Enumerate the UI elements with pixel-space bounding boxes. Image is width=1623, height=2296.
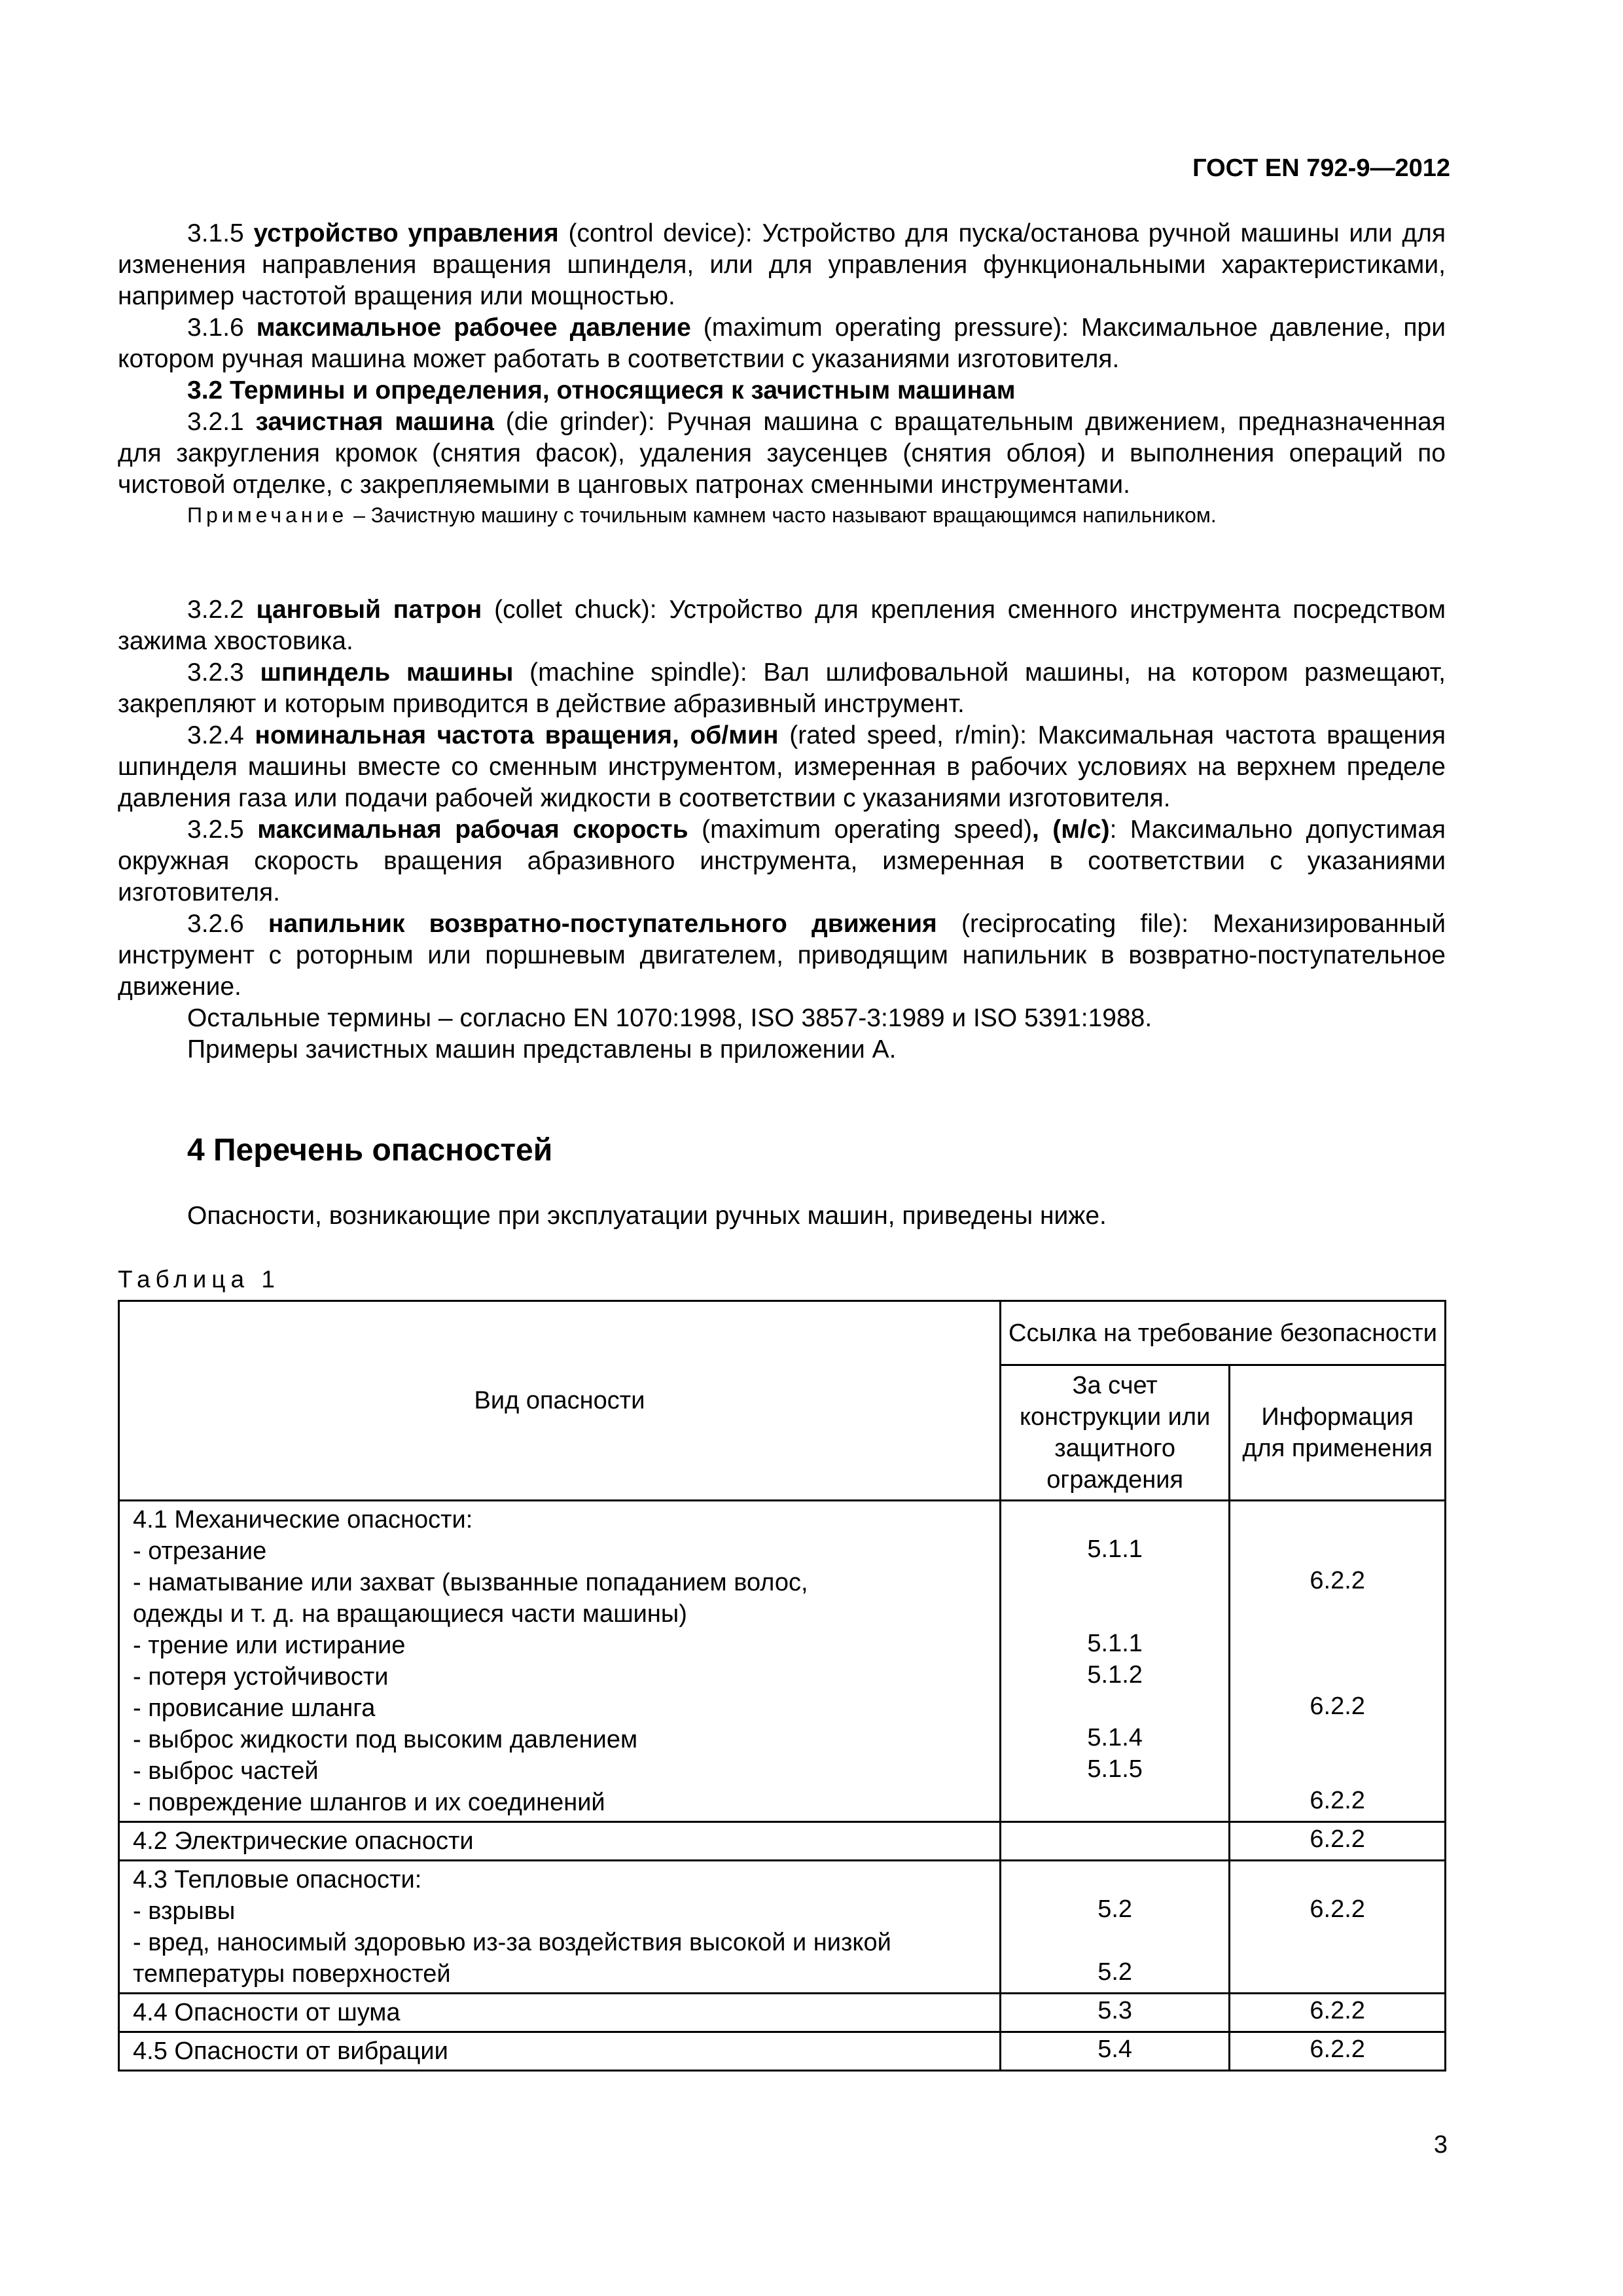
definition-3-2-2 bbox=[118, 594, 1446, 657]
reference-value: 6.2.2 bbox=[1310, 1787, 1365, 1814]
hazards-table-body bbox=[119, 1501, 1446, 2071]
hazard-cell bbox=[119, 2032, 1001, 2071]
page-number: 3 bbox=[1433, 2131, 1448, 2159]
hazard-line: - провисание шланга bbox=[133, 1695, 376, 1722]
definition-term: максимальное рабочее давление bbox=[256, 314, 691, 342]
reference-value bbox=[1231, 1925, 1444, 1956]
info-ref-cell bbox=[1230, 2032, 1446, 2071]
definition-term: зачистная машина bbox=[255, 408, 494, 436]
design-ref-cell bbox=[1000, 1822, 1229, 1861]
definition-term: шпиндель машины bbox=[260, 658, 514, 687]
definition-term: цанговый патрон bbox=[256, 596, 482, 624]
definition-number: 3.2.6 bbox=[187, 910, 268, 938]
definition-3-2-3 bbox=[118, 657, 1446, 720]
reference-value: 5.1.4 bbox=[1087, 1724, 1143, 1751]
hazard-line: - трение или истирание bbox=[133, 1632, 406, 1659]
definition-text: : Максимально допустимая окружная скорость вращения абразивного инструмента, измеренная в соответствии с указаниями изготовителя. bbox=[118, 816, 1446, 906]
subsection-heading-3-2: 3.2 Термины и определения, относящиеся к зачистным машинам bbox=[187, 376, 1016, 404]
design-ref-cell bbox=[1000, 1861, 1229, 1994]
hazard-line: - потеря устойчивости bbox=[133, 1663, 389, 1691]
definition-number: 3.1.6 bbox=[187, 314, 257, 342]
hazard-line: - вред, наносимый здоровью из-за воздействия высокой и низкой bbox=[133, 1929, 891, 1956]
hazard-line: одежды и т. д. на вращающиеся части машины) bbox=[133, 1600, 687, 1628]
reference-value bbox=[1002, 1925, 1228, 1956]
definition-text: (maximum operating pressure): Максимальное давление, при котором ручная машина может работать в соответствии с указаниями изготовителя. bbox=[118, 314, 1446, 373]
hazard-line: 4.1 Механические опасности: bbox=[133, 1506, 473, 1534]
section-intro: Опасности, возникающие при эксплуатации ручных машин, приведены ниже. bbox=[187, 1202, 1107, 1230]
definition-number: 3.2.3 bbox=[187, 658, 260, 687]
definition-3-2-4 bbox=[118, 720, 1446, 814]
note bbox=[118, 501, 1446, 529]
reference-value: 5.4 bbox=[1097, 2036, 1133, 2063]
reference-value bbox=[1231, 1659, 1444, 1691]
reference-value: 5.1.2 bbox=[1087, 1661, 1143, 1689]
reference-value bbox=[1231, 1628, 1444, 1659]
reference-value bbox=[1002, 1823, 1228, 1855]
definition-english-term: (maximum operating speed) bbox=[688, 816, 1032, 844]
reference-value: 5.1.5 bbox=[1087, 1755, 1143, 1783]
reference-value: 5.2 bbox=[1097, 1895, 1133, 1923]
document-code-header: ГОСТ EN 792-9—2012 bbox=[1192, 154, 1450, 182]
reference-value bbox=[1002, 1565, 1228, 1596]
definition-text: (control device): Устройство для пуска/останова ручной машины или для изменения направления вращения шпинделя, или для управления функциональными характеристиками, например частотой вращения или мощностью. bbox=[118, 219, 1446, 310]
definition-3-2-1 bbox=[118, 406, 1446, 501]
definition-number: 3.2.4 bbox=[187, 721, 255, 749]
definitions-block-2 bbox=[118, 594, 1446, 1066]
reference-value bbox=[1231, 1753, 1444, 1785]
hazard-line: 4.5 Опасности от вибрации bbox=[133, 2037, 448, 2065]
hazard-line: - наматывание или захват (вызванные попаданием волос, bbox=[133, 1569, 808, 1596]
definition-text: (die grinder): Ручная машина с вращательным движением, предназначенная для закругления кромок (снятия фасок), удаления заусенцев (снятия облоя) и выполнения операций по чистовой отделке, с закрепляемыми в цанговых патронах сменными инструментами. bbox=[118, 408, 1446, 499]
definition-text: (reciprocating file): Механизированный инструмент с роторным или поршневым двигателем, приводящим напильник в возвратно-поступательное движение. bbox=[118, 910, 1446, 1001]
section-title: 4 Перечень опасностей bbox=[187, 1133, 553, 1168]
definition-text: (rated speed, r/min): Максимальная частота вращения шпинделя машины вместе со сменным инструментом, измеренная в рабочих условиях на верхнем пределе давления газа или подачи рабочей жидкости в соответствии с указаниями изготовителя. bbox=[118, 721, 1446, 812]
hazard-cell bbox=[119, 1501, 1001, 1822]
reference-value bbox=[1002, 1596, 1228, 1628]
information-header: Информация для применения bbox=[1230, 1365, 1446, 1501]
info-ref-cell bbox=[1230, 1501, 1446, 1822]
definition-text: (machine spindle): Вал шлифовальной машины, на котором размещают, закрепляют и которым приводится в действие абразивный инструмент. bbox=[118, 658, 1446, 718]
definition-3-2-5 bbox=[118, 814, 1446, 908]
hazard-line: 4.3 Тепловые опасности: bbox=[133, 1866, 422, 1893]
reference-value bbox=[1231, 1862, 1444, 1893]
table-row bbox=[119, 1861, 1446, 1994]
hazard-line: - повреждение шлангов и их соединений bbox=[133, 1789, 605, 1816]
reference-value: 6.2.2 bbox=[1310, 1693, 1365, 1720]
definitions-block-1 bbox=[118, 218, 1446, 529]
reference-value: 6.2.2 bbox=[1310, 1825, 1365, 1853]
reference-value bbox=[1231, 1534, 1444, 1565]
definition-unit: , (м/с) bbox=[1031, 816, 1110, 844]
definition-number: 3.2.2 bbox=[187, 596, 257, 624]
reference-value bbox=[1231, 1722, 1444, 1753]
definition-3-2-6 bbox=[118, 908, 1446, 1003]
design-ref-cell bbox=[1000, 2032, 1229, 2071]
definition-text: (collet chuck): Устройство для крепления сменного инструмента посредством зажима хвостовика. bbox=[118, 596, 1446, 655]
table-row bbox=[119, 1501, 1446, 1822]
definition-3-1-5 bbox=[118, 218, 1446, 312]
definition-term: максимальная рабочая скорость bbox=[257, 816, 688, 844]
reference-value: 6.2.2 bbox=[1310, 1895, 1365, 1923]
hazard-line: температуры поверхностей bbox=[133, 1960, 451, 1988]
hazard-cell bbox=[119, 1861, 1001, 1994]
hazard-line: - взрывы bbox=[133, 1897, 236, 1925]
hazard-line: 4.4 Опасности от шума bbox=[133, 1999, 401, 2026]
table-row bbox=[119, 1822, 1446, 1861]
design-ref-cell bbox=[1000, 1994, 1229, 2032]
definition-number: 3.1.5 bbox=[187, 219, 254, 247]
reference-value: 5.2 bbox=[1097, 1958, 1133, 1986]
reference-value bbox=[1231, 1502, 1444, 1534]
safety-reference-header: Ссылка на требование безопасности bbox=[1000, 1301, 1445, 1365]
definition-number: 3.2.1 bbox=[187, 408, 256, 436]
hazard-cell bbox=[119, 1822, 1001, 1861]
reference-value bbox=[1002, 1862, 1228, 1893]
reference-value bbox=[1231, 1956, 1444, 1988]
info-ref-cell bbox=[1230, 1822, 1446, 1861]
definition-term: напильник возвратно-поступательного движения bbox=[268, 910, 937, 938]
table-row bbox=[119, 1994, 1446, 2032]
hazards-table bbox=[118, 1300, 1446, 2072]
other-terms-reference: Остальные термины – согласно EN 1070:1998, ISO 3857-3:1989 и ISO 5391:1988. bbox=[187, 1004, 1152, 1032]
hazard-line: 4.2 Электрические опасности bbox=[133, 1827, 474, 1855]
hazard-line: - выброс частей bbox=[133, 1757, 319, 1785]
design-measures-header: За счет конструкции или защитного ограждения bbox=[1000, 1365, 1229, 1501]
definition-number: 3.2.5 bbox=[187, 816, 258, 844]
reference-value bbox=[1231, 1596, 1444, 1628]
design-ref-cell bbox=[1000, 1501, 1229, 1822]
definition-term: устройство управления bbox=[253, 219, 559, 247]
hazard-line: - выброс жидкости под высоким давлением bbox=[133, 1726, 638, 1753]
hazard-cell bbox=[119, 1994, 1001, 2032]
examples-reference: Примеры зачистных машин представлены в приложении А. bbox=[187, 1035, 897, 1064]
note-label: Примечание bbox=[187, 503, 348, 527]
reference-value bbox=[1002, 1691, 1228, 1722]
note-text: – Зачистную машину с точильным камнем часто называют вращающимся напильником. bbox=[348, 503, 1217, 527]
definition-term: номинальная частота вращения, об/мин bbox=[255, 721, 779, 749]
definition-3-1-6 bbox=[118, 312, 1446, 375]
info-ref-cell bbox=[1230, 1861, 1446, 1994]
reference-value: 6.2.2 bbox=[1310, 2036, 1365, 2063]
reference-value: 6.2.2 bbox=[1310, 1567, 1365, 1594]
reference-value bbox=[1002, 1785, 1228, 1816]
reference-value bbox=[1002, 1502, 1228, 1534]
table-row bbox=[119, 2032, 1446, 2071]
hazard-line: - отрезание bbox=[133, 1537, 267, 1565]
reference-value: 5.1.1 bbox=[1087, 1630, 1143, 1657]
reference-value: 5.3 bbox=[1097, 1997, 1133, 2024]
reference-value: 6.2.2 bbox=[1310, 1997, 1365, 2024]
table-caption: Таблица 1 bbox=[118, 1266, 280, 1293]
hazard-type-header: Вид опасности bbox=[119, 1301, 1001, 1501]
info-ref-cell bbox=[1230, 1994, 1446, 2032]
reference-value: 5.1.1 bbox=[1087, 1535, 1143, 1563]
